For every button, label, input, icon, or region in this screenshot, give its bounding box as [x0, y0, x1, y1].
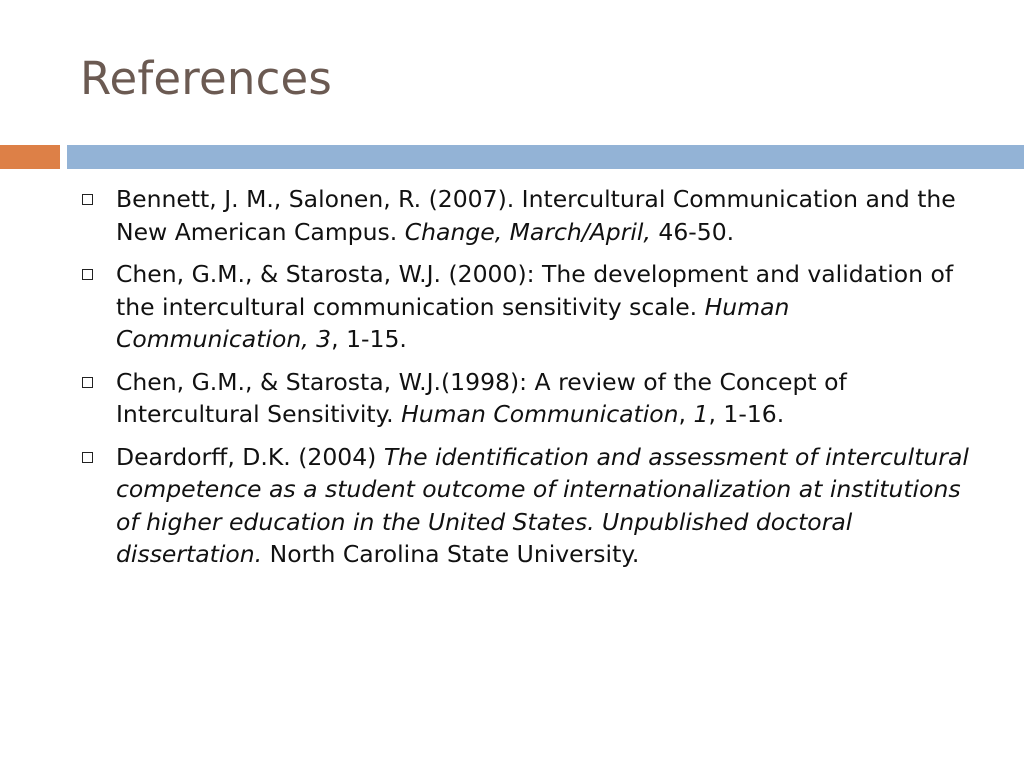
square-bullet-icon	[82, 377, 93, 388]
reference-work-title: The identification and assessment of intercultural competence as a student outcome of internationalization at institutions of higher education in the United States. Unpublished doctoral dissertation.	[116, 442, 969, 568]
reference-journal: Human Communication	[401, 400, 679, 428]
reference-publisher: North Carolina State University.	[262, 540, 640, 568]
reference-volume: 1	[693, 400, 709, 428]
accent-band-blue	[67, 145, 1024, 169]
reference-journal: Change, March/April,	[404, 217, 651, 246]
square-bullet-icon	[82, 452, 93, 463]
reference-pages: 46-50.	[650, 217, 735, 246]
reference-pages: , 1-15.	[331, 325, 407, 353]
accent-band-orange	[0, 145, 60, 169]
reference-item	[80, 258, 980, 356]
reference-separator: ,	[678, 400, 694, 428]
reference-item	[80, 441, 980, 571]
reference-item	[80, 366, 980, 431]
reference-journal: Human Communication, 3	[116, 292, 790, 353]
reference-text: Bennett, J. M., Salonen, R. (2007). Intercultural Communication and the New American Campus.	[116, 185, 956, 246]
reference-text: Chen, G.M., & Starosta, W.J.(1998): A review of the Concept of Intercultural Sensitivity.	[116, 367, 847, 428]
square-bullet-icon	[82, 269, 93, 280]
square-bullet-icon	[82, 194, 93, 205]
reference-text: Chen, G.M., & Starosta, W.J. (2000): The development and validation of the intercultural communication sensitivity scale.	[116, 260, 954, 321]
reference-pages: , 1-16.	[708, 400, 785, 428]
reference-item	[80, 183, 980, 248]
reference-list	[80, 183, 980, 581]
slide-title: References	[80, 52, 333, 105]
reference-text: Deardorff, D.K. (2004)	[116, 442, 384, 471]
